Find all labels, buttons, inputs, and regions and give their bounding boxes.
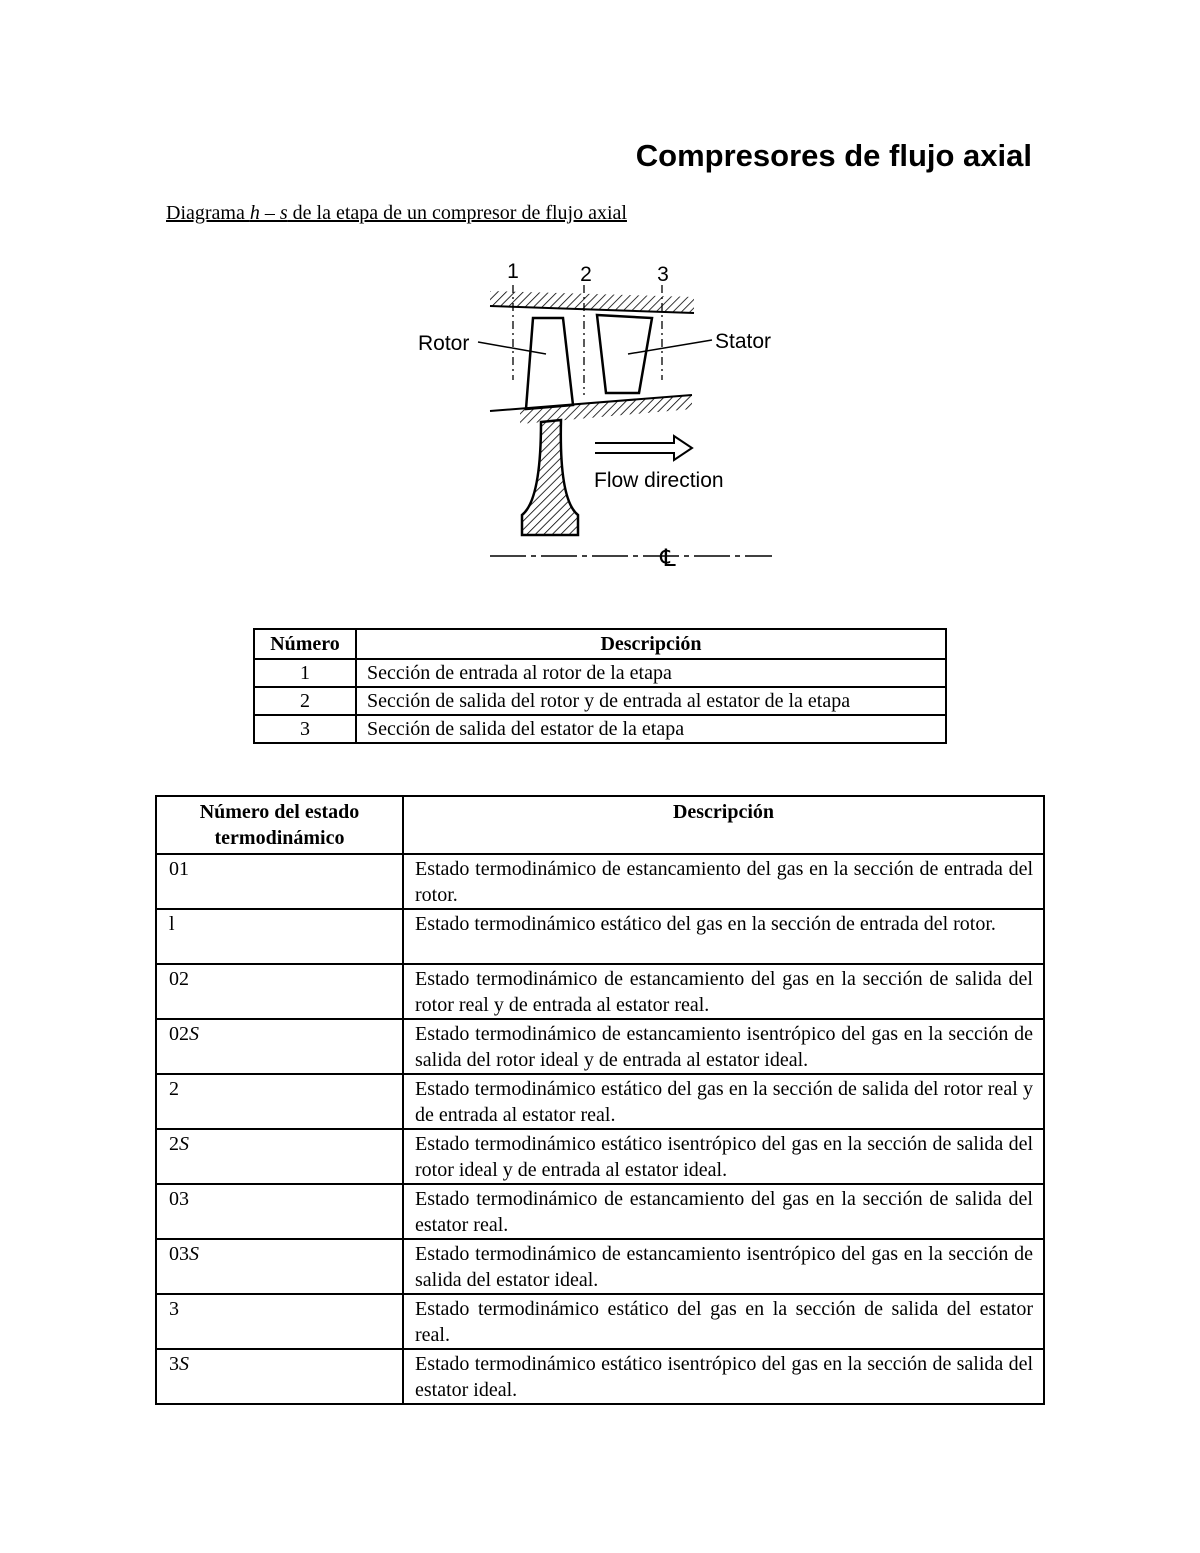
section-description: Sección de salida del rotor y de entrada al estator de la etapa	[356, 687, 946, 715]
section-description: Sección de entrada al rotor de la etapa	[356, 659, 946, 687]
state-number: 3	[156, 1294, 403, 1349]
state-number: l	[156, 909, 403, 964]
state-description: Estado termodinámico de estancamiento isentrópico del gas en la sección de salida del rotor ideal y de entrada al estator ideal.	[403, 1019, 1044, 1074]
compressor-stage-diagram	[400, 252, 800, 582]
station-label-1: 1	[507, 260, 519, 283]
table-row	[156, 1074, 1044, 1129]
state-description: Estado termodinámico de estancamiento del gas en la sección de entrada del rotor.	[403, 854, 1044, 909]
centerline-symbol: ℄	[660, 545, 676, 572]
state-description: Estado termodinámico de estancamiento del gas en la sección de salida del rotor real y de entrada al estator real.	[403, 964, 1044, 1019]
stator-label: Stator	[715, 330, 772, 353]
column-header-descripcion: Descripción	[403, 796, 1044, 854]
table-row	[156, 1019, 1044, 1074]
table-header-row	[254, 629, 946, 659]
flow-arrow-icon	[595, 436, 692, 460]
flow-direction-label: Flow direction	[594, 469, 724, 492]
state-number: 02S	[156, 1019, 403, 1074]
page-title: Compresores de flujo axial	[635, 138, 1032, 173]
table-row	[156, 1239, 1044, 1294]
table-row	[254, 659, 946, 687]
state-description: Estado termodinámico estático del gas en la sección de salida del estator real.	[403, 1294, 1044, 1349]
state-description: Estado termodinámico de estancamiento del gas en la sección de salida del estator real.	[403, 1184, 1044, 1239]
table-row	[156, 964, 1044, 1019]
section-number: 1	[254, 659, 356, 687]
table-row	[156, 1129, 1044, 1184]
states-table	[155, 795, 1045, 1405]
table-row	[156, 1294, 1044, 1349]
stator-blade	[597, 315, 652, 393]
state-description: Estado termodinámico estático del gas en la sección de entrada del rotor.	[403, 909, 1044, 964]
table-row	[254, 687, 946, 715]
section-description: Sección de salida del estator de la etapa	[356, 715, 946, 743]
state-description: Estado termodinámico estático isentrópico del gas en la sección de salida del estator ideal.	[403, 1349, 1044, 1404]
caption-math: h – s	[249, 202, 288, 224]
state-number: 3S	[156, 1349, 403, 1404]
state-description: Estado termodinámico estático isentrópico del gas en la sección de salida del rotor ideal y de entrada al estator ideal.	[403, 1129, 1044, 1184]
rotor-disk	[522, 420, 578, 535]
rotor-blade	[526, 318, 573, 409]
table-row	[156, 1184, 1044, 1239]
state-number: 01	[156, 854, 403, 909]
state-suffix: S	[189, 1243, 199, 1265]
station-label-3: 3	[657, 263, 669, 286]
state-description: Estado termodinámico estático del gas en la sección de salida del rotor real y de entrada al estator real.	[403, 1074, 1044, 1129]
state-number: 03S	[156, 1239, 403, 1294]
station-label-2: 2	[580, 263, 592, 286]
section-number: 3	[254, 715, 356, 743]
table-row	[156, 854, 1044, 909]
state-number: 2S	[156, 1129, 403, 1184]
state-suffix: S	[189, 1023, 199, 1045]
table-header-row	[156, 796, 1044, 854]
section-number: 2	[254, 687, 356, 715]
table-row	[254, 715, 946, 743]
caption-prefix: Diagrama	[166, 202, 250, 224]
rotor-label: Rotor	[418, 332, 470, 355]
state-description: Estado termodinámico de estancamiento isentrópico del gas en la sección de salida del estator ideal.	[403, 1239, 1044, 1294]
table-row	[156, 909, 1044, 964]
column-header-estado: Número del estado termodinámico	[156, 796, 403, 854]
state-suffix: S	[179, 1353, 189, 1375]
table-row	[156, 1349, 1044, 1404]
diagram-caption	[166, 202, 627, 225]
state-number: 03	[156, 1184, 403, 1239]
state-number: 2	[156, 1074, 403, 1129]
sections-table	[253, 628, 947, 744]
column-header-descripcion: Descripción	[356, 629, 946, 659]
state-number: 02	[156, 964, 403, 1019]
caption-suffix: de la etapa de un compresor de flujo axial	[287, 202, 627, 224]
state-suffix: S	[179, 1133, 189, 1155]
column-header-numero: Número	[254, 629, 356, 659]
